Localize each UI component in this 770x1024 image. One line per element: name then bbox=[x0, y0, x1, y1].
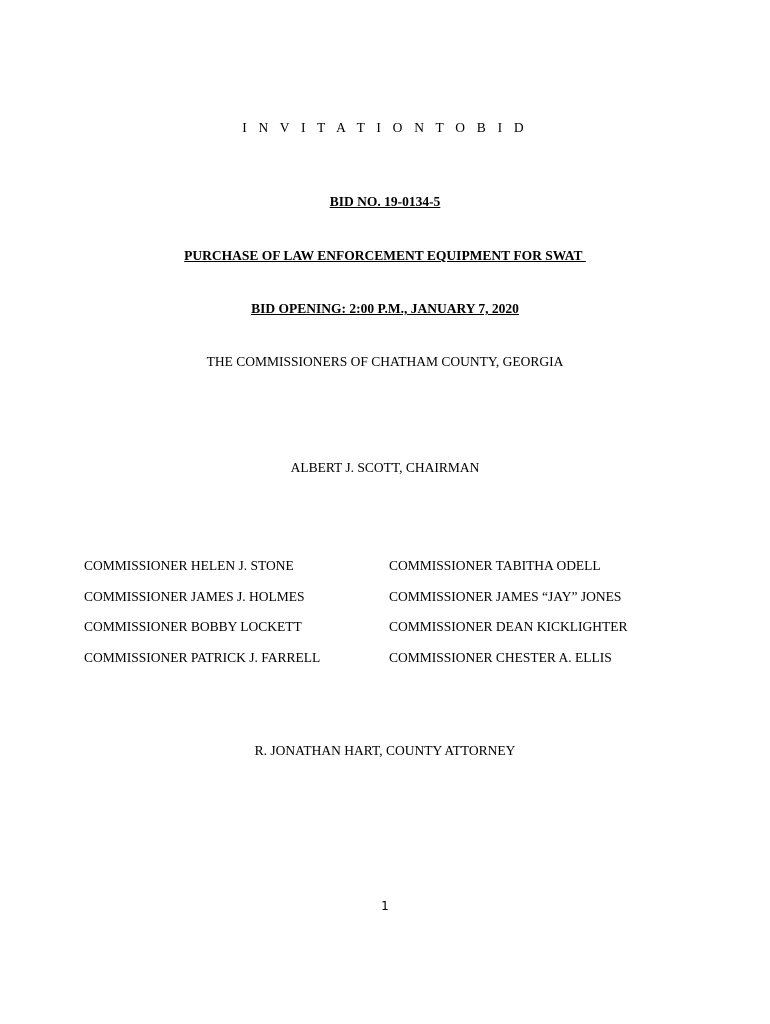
commissioner-name: COMMISSIONER JAMES “JAY” JONES bbox=[389, 588, 622, 604]
bid-opening: BID OPENING: 2:00 P.M., JANUARY 7, 2020 bbox=[251, 301, 519, 316]
purchase-description: PURCHASE OF LAW ENFORCEMENT EQUIPMENT FOR SWAT bbox=[184, 248, 583, 263]
bid-number: BID NO. 19-0134-5 bbox=[329, 194, 441, 209]
commissioners-heading: THE COMMISSIONERS OF CHATHAM COUNTY, GEORGIA bbox=[206, 354, 564, 369]
purchase-trailing-space bbox=[582, 248, 585, 263]
commissioner-row bbox=[84, 650, 684, 681]
commissioners-list bbox=[84, 558, 684, 680]
commissioner-name: COMMISSIONER CHESTER A. ELLIS bbox=[389, 649, 612, 665]
commissioner-row bbox=[84, 619, 684, 650]
bid-number-line bbox=[0, 194, 770, 210]
county-attorney: R. JONATHAN HART, COUNTY ATTORNEY bbox=[254, 743, 516, 758]
commissioner-name: COMMISSIONER DEAN KICKLIGHTER bbox=[389, 619, 628, 634]
commissioner-row bbox=[84, 558, 684, 589]
document-title: I N V I T A T I O N T O B I D bbox=[242, 120, 528, 135]
bid-opening-line bbox=[0, 301, 770, 317]
chairman: ALBERT J. SCOTT, CHAIRMAN bbox=[290, 460, 480, 475]
commissioner-name: COMMISSIONER PATRICK J. FARRELL bbox=[84, 649, 321, 665]
commissioner-name: COMMISSIONER HELEN J. STONE bbox=[84, 558, 294, 573]
commissioner-row bbox=[84, 589, 684, 620]
commissioner-name: COMMISSIONER JAMES J. HOLMES bbox=[84, 588, 305, 604]
commissioner-name: COMMISSIONER TABITHA ODELL bbox=[389, 558, 601, 573]
page-number: 1 bbox=[381, 899, 389, 913]
commissioner-name: COMMISSIONER BOBBY LOCKETT bbox=[84, 619, 302, 634]
purchase-line bbox=[0, 248, 770, 264]
